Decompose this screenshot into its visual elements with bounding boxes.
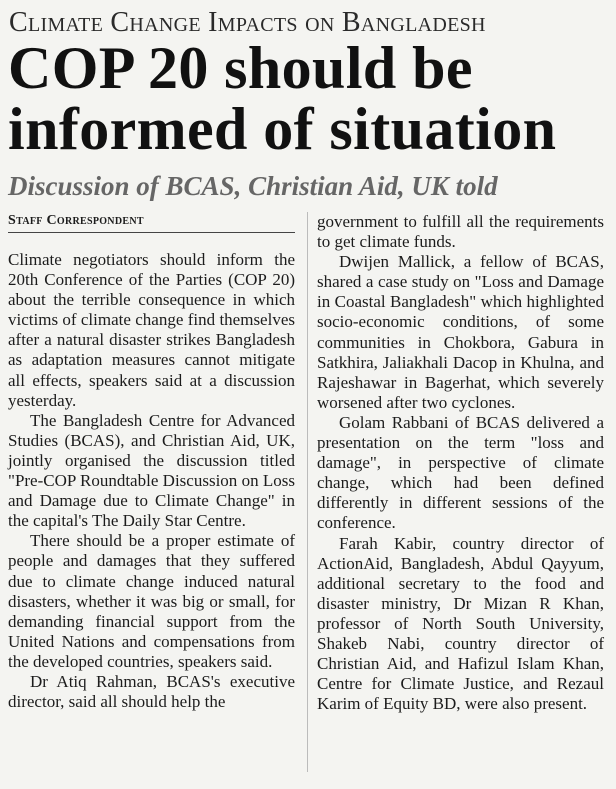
headline	[8, 35, 608, 162]
paragraph: Golam Rabbani of BCAS delivered a presentation on the term "loss and damage", in perspective of climate change, which had been defined differently in different sessions of the conference.	[317, 412, 604, 533]
headline-line-1: COP 20 should be	[8, 35, 473, 101]
subheadline: Discussion of BCAS, Christian Aid, UK told	[8, 171, 498, 201]
paragraph: There should be a proper estimate of people and damages that they suffered due to climate change induced natural disasters, whether it was big or small, for demanding financial support from the United Nations and compensations from the developed countries, speakers said.	[8, 531, 295, 671]
paragraph: Climate negotiators should inform the 20th Conference of the Parties (COP 20) about the terrible consequence in which victims of climate change find themselves after a natural disaster strikes Bangladesh as adaptation measures cannot mitigate all effects, speakers said at a discussion yesterday.	[8, 250, 295, 410]
paragraph: Dwijen Mallick, a fellow of BCAS, shared a case study on "Loss and Damage in Coastal Bangladesh" which highlighted socio-economic conditions, of some communities in Chokbora, Gabura in Satkhira, Jaliakhali Dacop in Khulna, and Rajeshawar in Bagerhat, which severely worsened after two cyclones.	[317, 252, 604, 412]
paragraph: The Bangladesh Centre for Advanced Studies (BCAS), and Christian Aid, UK, jointly organised the discussion titled "Pre-COP Roundtable Discussion on Loss and Damage due to Climate Change" in the capital's The Daily Star Centre.	[8, 410, 295, 531]
column-right	[317, 212, 604, 714]
paragraph: Dr Atiq Rahman, BCAS's executive director, said all should help the	[8, 671, 295, 712]
headline-line-2: informed of situation	[8, 96, 557, 162]
kicker: Climate Change Impacts on Bangladesh	[9, 7, 486, 38]
column-divider	[307, 212, 308, 772]
column-left	[8, 212, 295, 712]
byline: Staff Correspondent	[8, 212, 295, 233]
paragraph: Farah Kabir, country director of ActionAid, Bangladesh, Abdul Qayyum, additional secretary to the food and disaster ministry, Dr Mizan R Khan, professor of North South University, Shakeb Nabi, country director of Christian Aid, and Hafizul Islam Khan, Centre for Climate Justice, and Rezaul Karim of Equity BD, were also present.	[317, 533, 604, 714]
paragraph: government to fulfill all the requirements to get climate funds.	[317, 212, 604, 252]
